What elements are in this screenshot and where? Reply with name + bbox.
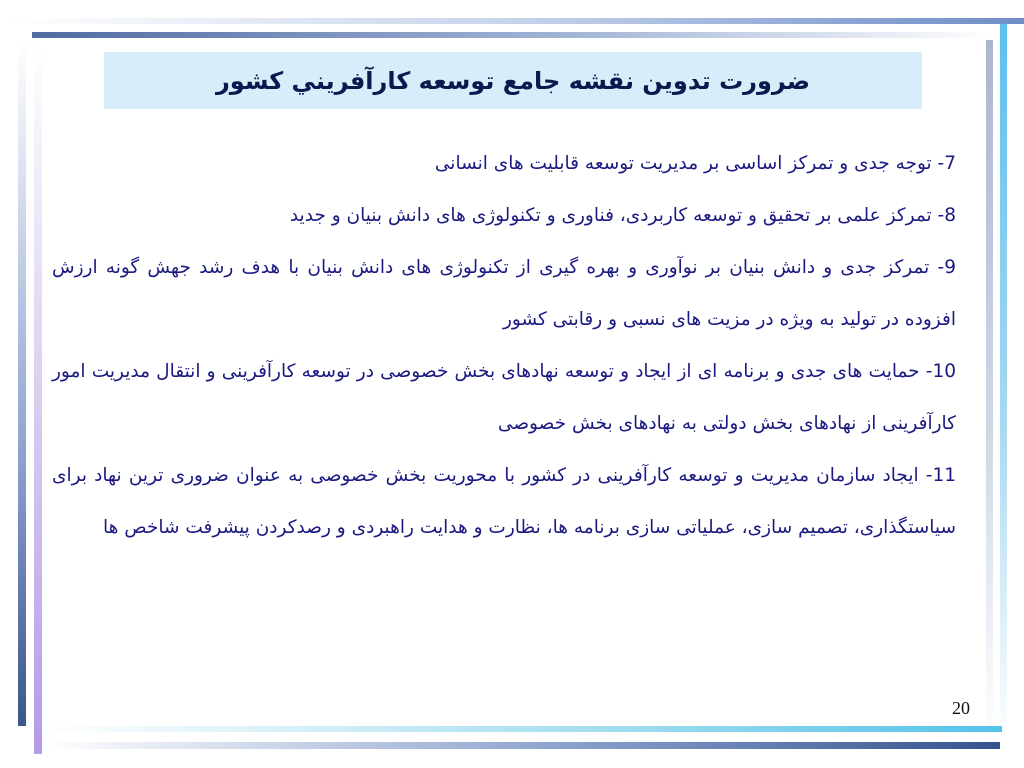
slide-content <box>52 138 956 554</box>
top-inner-border <box>32 32 992 38</box>
left-outer-border <box>18 40 26 726</box>
paragraph-7: 7- توجه جدی و تمرکز اساسی بر مدیریت توسعه قابلیت های انسانی <box>434 153 956 174</box>
slide-title: ضرورت تدوين نقشه جامع توسعه كارآفريني كشور <box>215 66 811 95</box>
right-inner-border <box>986 40 993 744</box>
left-inner-border <box>34 44 42 754</box>
paragraph-8: 8- تمرکز علمی بر تحقیق و توسعه کاربردی، فناوری و تکنولوژی های دانش بنیان و جدید <box>289 205 956 226</box>
paragraph-9: 9- تمرکز جدی و دانش بنیان بر نوآوری و بهره گیری از تکنولوژی های دانش بنیان با هدف رشد جهش گونه ارزش افزوده در تولید به ویژه در مزیت های نسبی و رقابتی کشور <box>52 257 956 330</box>
page-number: 20 <box>952 698 970 718</box>
bottom-inner-border <box>42 742 1000 749</box>
paragraph-10: 10- حمایت های جدی و برنامه ای از ایجاد و توسعه نهادهای بخش خصوصی در توسعه کارآفرینی و انتقال مدیریت امور کارآفرینی از نهادهای بخش دولتی به نهادهای بخش خصوصی <box>52 361 956 434</box>
top-outer-border <box>8 18 1024 24</box>
slide-title-box <box>104 52 922 109</box>
bottom-outer-border <box>42 726 1002 732</box>
paragraph-11: 11- ایجاد سازمان مدیریت و توسعه کارآفرینی در کشور با محوریت بخش خصوصی به عنوان ضروری ترین نهاد برای سیاستگذاری، تصمیم سازی، عملیاتی سازی برنامه ها، نظارت و هدایت راهبردی و رصدکردن پیشرفت شاخص ها <box>52 465 956 538</box>
right-outer-border <box>1000 24 1007 744</box>
